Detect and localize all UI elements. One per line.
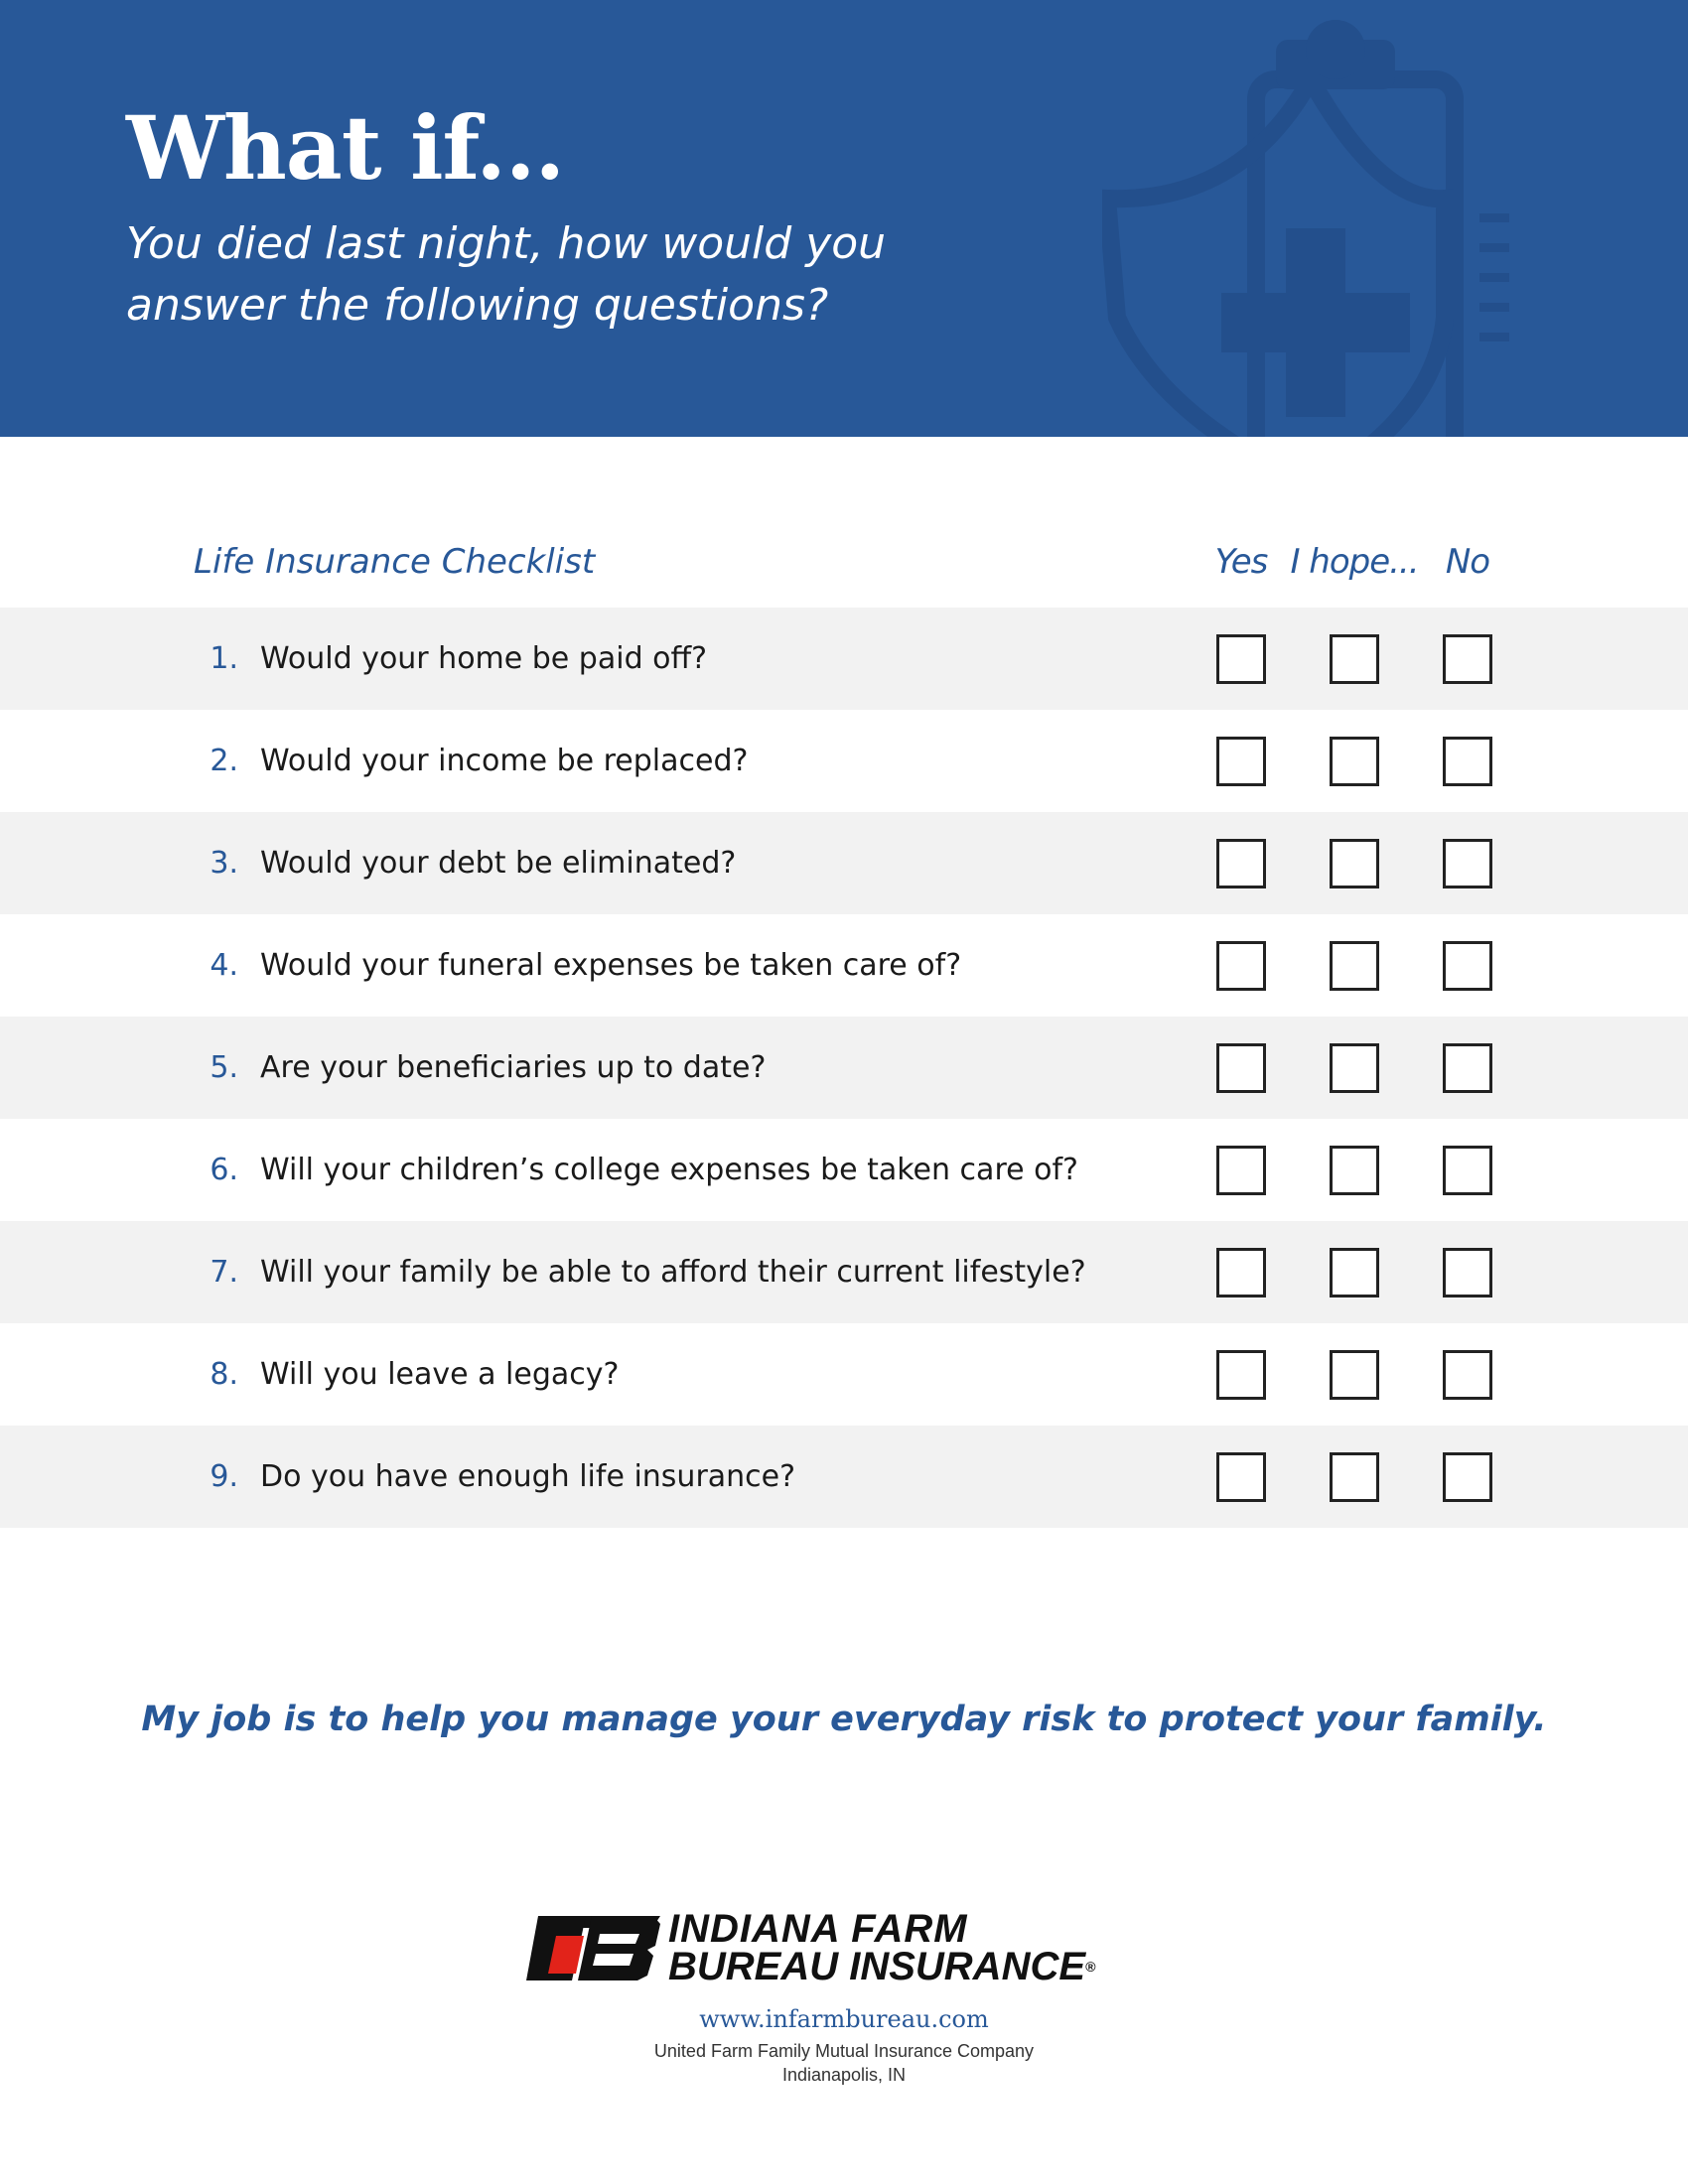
company-city: Indianapolis, IN — [781, 2065, 907, 2085]
checkbox-no[interactable] — [1443, 1043, 1492, 1093]
checkbox-i-hope[interactable] — [1330, 1043, 1379, 1093]
checkbox-yes[interactable] — [1216, 839, 1266, 888]
question-text: Would your funeral expenses be taken care of? — [260, 948, 962, 983]
agent-tagline: My job is to help you manage your everyday risk to protect your family. — [141, 1700, 1547, 1739]
question-text: Do you have enough life insurance? — [260, 1459, 796, 1494]
checkbox-yes[interactable] — [1216, 737, 1266, 786]
company-logo — [526, 1908, 1172, 1987]
company-name: United Farm Family Mutual Insurance Company — [653, 2041, 1035, 2061]
website-link[interactable]: www.infarmbureau.com — [699, 2005, 989, 2033]
question-number: 4. — [210, 948, 238, 983]
checkbox-no[interactable] — [1443, 1350, 1492, 1400]
question-text: Are your beneficiaries up to date? — [260, 1050, 767, 1085]
question-text: Will you leave a legacy? — [260, 1357, 620, 1392]
checklist-row — [0, 1323, 1688, 1426]
column-header-no: No — [1445, 542, 1490, 582]
registered-mark: ® — [1085, 1959, 1096, 1975]
question-number: 7. — [210, 1255, 238, 1290]
shield-clipboard-medical-icon — [1102, 20, 1569, 437]
logo-text-line-2-label: BUREAU INSURANCE — [668, 1945, 1086, 1988]
checklist-row — [0, 1017, 1688, 1119]
question-text: Will your children’s college expenses be taken care of? — [260, 1153, 1078, 1187]
column-header-yes: Yes — [1214, 542, 1268, 582]
checkbox-i-hope[interactable] — [1330, 839, 1379, 888]
page-title: What if... — [126, 96, 565, 200]
checkbox-yes[interactable] — [1216, 1350, 1266, 1400]
checkbox-no[interactable] — [1443, 1248, 1492, 1297]
checkbox-yes[interactable] — [1216, 1248, 1266, 1297]
checkbox-no[interactable] — [1443, 634, 1492, 684]
subtitle-line-1: You died last night, how would you — [126, 218, 887, 269]
subtitle-line-2: answer the following questions? — [126, 280, 829, 331]
checkbox-i-hope[interactable] — [1330, 737, 1379, 786]
checklist-row — [0, 1119, 1688, 1221]
checkbox-i-hope[interactable] — [1330, 1248, 1379, 1297]
question-number: 2. — [210, 744, 238, 778]
checkbox-i-hope[interactable] — [1330, 941, 1379, 991]
checklist-heading: Life Insurance Checklist — [194, 542, 596, 582]
checklist-row — [0, 710, 1688, 812]
question-text: Would your home be paid off? — [260, 641, 708, 676]
checkbox-no[interactable] — [1443, 737, 1492, 786]
checklist-row — [0, 914, 1688, 1017]
question-text: Will your family be able to afford their current lifestyle? — [260, 1255, 1086, 1290]
checkbox-yes[interactable] — [1216, 941, 1266, 991]
checkbox-yes[interactable] — [1216, 634, 1266, 684]
checkbox-no[interactable] — [1443, 941, 1492, 991]
question-number: 5. — [210, 1050, 238, 1085]
checklist-row — [0, 1221, 1688, 1323]
farm-bureau-logo-mark — [526, 1916, 660, 1980]
checklist-table — [0, 608, 1688, 1528]
checkbox-yes[interactable] — [1216, 1043, 1266, 1093]
checkbox-yes[interactable] — [1216, 1452, 1266, 1502]
checkbox-i-hope[interactable] — [1330, 634, 1379, 684]
question-number: 6. — [210, 1153, 238, 1187]
question-number: 8. — [210, 1357, 238, 1392]
question-text: Would your debt be eliminated? — [260, 846, 737, 881]
checkbox-no[interactable] — [1443, 1146, 1492, 1195]
logo-text-line-2 — [668, 1946, 1095, 1987]
checklist-row — [0, 608, 1688, 710]
checkbox-no[interactable] — [1443, 839, 1492, 888]
header-banner — [0, 0, 1688, 437]
question-number: 9. — [210, 1459, 238, 1494]
checkbox-i-hope[interactable] — [1330, 1146, 1379, 1195]
checkbox-no[interactable] — [1443, 1452, 1492, 1502]
checklist-row — [0, 1426, 1688, 1528]
logo-text-line-1: INDIANA FARM — [668, 1907, 968, 1951]
page-subtitle — [126, 213, 1020, 337]
checkbox-i-hope[interactable] — [1330, 1452, 1379, 1502]
column-header-i-hope: I hope... — [1290, 542, 1419, 582]
question-text: Would your income be replaced? — [260, 744, 749, 778]
checkbox-i-hope[interactable] — [1330, 1350, 1379, 1400]
checklist-row — [0, 812, 1688, 914]
question-number: 3. — [210, 846, 238, 881]
question-number: 1. — [210, 641, 238, 676]
checkbox-yes[interactable] — [1216, 1146, 1266, 1195]
